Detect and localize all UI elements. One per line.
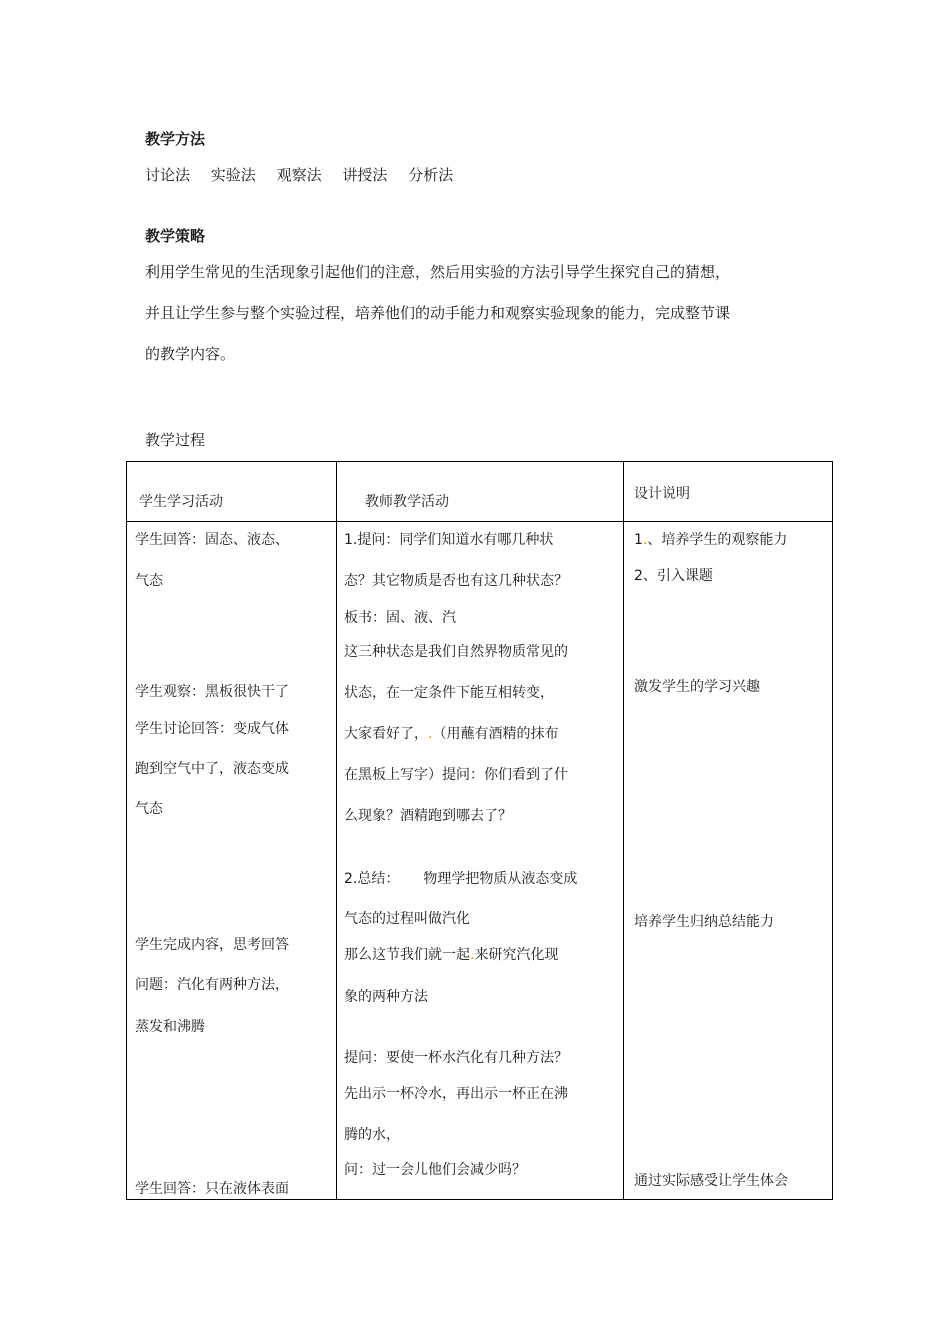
teacher-text-line: 这三种状态是我们自然界物质常见的 xyxy=(344,644,568,660)
method-item: 讲授法 xyxy=(342,166,388,184)
design-text-segment: 1 xyxy=(634,532,643,548)
student-text-line: 学生讨论回答：变成气体 xyxy=(135,721,289,737)
method-item: 实验法 xyxy=(210,166,256,184)
teacher-text-line: 在黑板上写字）提问：你们看到了什 xyxy=(344,767,568,783)
student-text-line: 气态 xyxy=(135,573,163,589)
teacher-text-line xyxy=(344,868,577,888)
header-teacher-activity: 教师教学活动 xyxy=(365,494,449,510)
strategy-line: 利用学生常见的生活现象引起他们的注意，然后用实验的方法引导学生探究自己的猜想， xyxy=(145,263,731,281)
teacher-text-segment: 物理学把物质从液态变成 xyxy=(423,871,578,887)
header-design-notes: 设计说明 xyxy=(634,486,690,502)
teacher-text-line: 板书：固、液、汽 xyxy=(344,610,456,626)
design-text-line xyxy=(634,529,787,549)
student-text-line: 问题：汽化有两种方法， xyxy=(135,977,289,993)
student-text-line: 学生回答：只在液体表面 xyxy=(135,1181,289,1197)
teacher-text-line: 态？其它物质是否也有这几种状态？ xyxy=(344,573,568,589)
method-item: 讨论法 xyxy=(145,166,191,184)
design-text-line: 激发学生的学习兴趣 xyxy=(634,679,760,695)
design-text-segment: 、培养学生的观察能力 xyxy=(647,532,788,548)
teacher-text-segment: 那么这节我们就一起 xyxy=(344,947,470,963)
teacher-text-line: 腾的水， xyxy=(344,1127,400,1143)
teacher-text-line xyxy=(344,723,558,743)
student-text-line: 学生完成内容，思考回答 xyxy=(135,937,289,953)
teacher-text-line: 么现象？酒精跑到哪去了？ xyxy=(344,808,512,824)
teacher-text-line: 提问：要使一杯水汽化有几种方法？ xyxy=(344,1050,568,1066)
teacher-text-line: 气态的过程叫做汽化 xyxy=(344,911,470,927)
marker-dot: . xyxy=(428,726,433,742)
teacher-text-line: 先出示一杯冷水，再出示一杯正在沸 xyxy=(344,1086,568,1102)
student-text-line: 学生回答：固态、液态、 xyxy=(135,532,289,548)
column-divider xyxy=(336,462,337,1199)
teacher-text-line: 1.提问：同学们知道水有哪几种状 xyxy=(344,532,554,548)
design-text-line: 培养学生归纳总结能力 xyxy=(634,914,774,930)
header-student-activity: 学生学习活动 xyxy=(139,494,223,510)
method-item: 分析法 xyxy=(408,166,454,184)
marker-dot: . xyxy=(642,532,648,548)
student-text-line: 学生观察：黑板很快干了 xyxy=(135,684,289,700)
student-text-line: 跑到空气中了，液态变成 xyxy=(135,761,289,777)
marker-dot: . xyxy=(470,947,475,963)
strategy-line: 的教学内容。 xyxy=(145,345,236,363)
process-table xyxy=(126,461,833,1200)
strategy-line: 并且让学生参与整个实验过程，培养他们的动手能力和观察实验现象的能力，完成整节课 xyxy=(145,304,731,322)
teacher-text-segment: （用蘸有酒精的抹布 xyxy=(432,726,559,742)
design-text-line: 2、引入课题 xyxy=(634,568,713,584)
process-heading: 教学过程 xyxy=(145,431,206,449)
teacher-text-line: 问：过一会儿他们会减少吗？ xyxy=(344,1162,526,1178)
method-item: 观察法 xyxy=(276,166,322,184)
design-text-line: 通过实际感受让学生体会 xyxy=(634,1173,788,1189)
column-divider xyxy=(623,462,624,1199)
teacher-text-line: 状态，在一定条件下能互相转变， xyxy=(344,685,554,701)
strategy-heading: 教学策略 xyxy=(145,227,206,245)
teacher-text-segment: 大家看好了， xyxy=(344,726,428,742)
methods-list xyxy=(145,164,469,185)
header-divider xyxy=(127,521,832,522)
student-text-line: 蒸发和沸腾 xyxy=(135,1019,205,1035)
methods-heading: 教学方法 xyxy=(145,130,206,148)
teacher-text-segment: 来研究汽化现 xyxy=(474,947,559,963)
teacher-text-line: 象的两种方法 xyxy=(344,989,428,1005)
student-text-line: 气态 xyxy=(135,801,163,817)
teacher-text-segment: 2.总结： xyxy=(344,871,400,887)
teacher-text-line xyxy=(344,944,558,964)
